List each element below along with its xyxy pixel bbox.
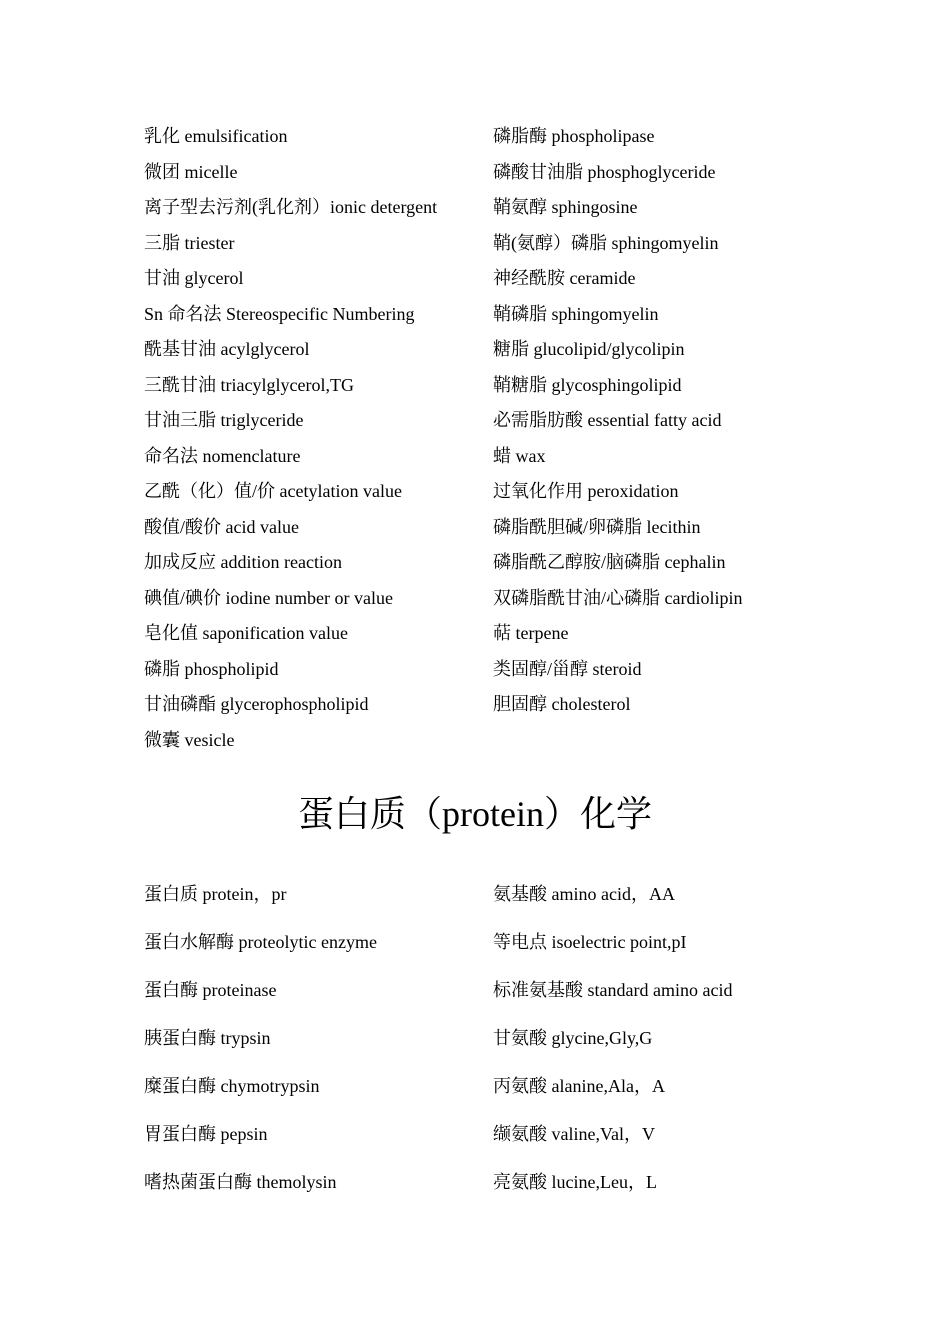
- term-row: 三酰甘油 triacylglycerol,TG: [144, 374, 354, 395]
- term-row: 离子型去污剂(乳化剂）ionic detergent: [144, 197, 438, 217]
- term-row: 甘油三脂 triglyceride: [144, 410, 304, 430]
- section-heading-protein: 蛋白质（protein）化学: [298, 794, 652, 834]
- term-row: 胰蛋白酶 trypsin: [144, 1028, 271, 1048]
- term-row: 类固醇/甾醇 steroid: [493, 658, 642, 679]
- term-row: 丙氨酸 alanine,Ala，A: [493, 1076, 665, 1096]
- term-row: 甘油 glycerol: [144, 268, 244, 288]
- lipid-terms-right-column: [493, 124, 742, 728]
- term-row: 碘值/碘价 iodine number or value: [144, 587, 393, 608]
- lipid-terms-left-column: [144, 124, 437, 763]
- term-row: 标准氨基酸 standard amino acid: [493, 980, 733, 1000]
- term-row: 酰基甘油 acylglycerol: [144, 339, 310, 359]
- term-row: 鞘糖脂 glycosphingolipid: [493, 374, 682, 395]
- term-row: 磷酸甘油脂 phosphoglyceride: [493, 161, 716, 182]
- protein-terms-left-column: [144, 881, 377, 1217]
- term-row: 磷脂酶 phospholipase: [493, 126, 655, 146]
- term-row: 磷脂酰乙醇胺/脑磷脂 cephalin: [493, 552, 726, 572]
- term-row: 嗜热菌蛋白酶 themolysin: [144, 1172, 337, 1192]
- term-row: 过氧化作用 peroxidation: [493, 481, 679, 501]
- term-row: 甘油磷酯 glycerophospholipid: [144, 694, 369, 714]
- term-row: 胃蛋白酶 pepsin: [144, 1124, 268, 1144]
- term-row: 微囊 vesicle: [144, 729, 235, 750]
- term-row: 萜 terpene: [493, 623, 569, 643]
- term-row: 磷脂 phospholipid: [144, 658, 279, 679]
- term-row: 加成反应 addition reaction: [144, 552, 342, 572]
- term-row: 磷脂酰胆碱/卵磷脂 lecithin: [493, 516, 701, 537]
- term-row: 氨基酸 amino acid，AA: [493, 884, 675, 904]
- term-row: 蛋白水解酶 proteolytic enzyme: [144, 932, 377, 952]
- term-row: 乙酰（化）值/价 acetylation value: [144, 481, 402, 501]
- term-row: 糜蛋白酶 chymotrypsin: [144, 1076, 320, 1096]
- term-row: 蜡 wax: [493, 445, 546, 466]
- term-row: 皂化值 saponification value: [144, 623, 348, 643]
- term-row: 双磷脂酰甘油/心磷脂 cardiolipin: [493, 587, 743, 608]
- term-row: 糖脂 glucolipid/glycolipin: [493, 339, 685, 359]
- term-row: 微团 micelle: [144, 161, 238, 182]
- term-row: 酸值/酸价 acid value: [144, 516, 299, 537]
- term-row: 蛋白质 protein，pr: [144, 884, 287, 904]
- term-row: 胆固醇 cholesterol: [493, 694, 631, 714]
- term-row: Sn 命名法 Stereospecific Numbering: [144, 303, 415, 324]
- term-row: 鞘磷脂 sphingomyelin: [493, 303, 659, 324]
- term-row: 鞘氨醇 sphingosine: [493, 197, 638, 217]
- term-row: 三脂 triester: [144, 232, 235, 253]
- term-row: 必需脂肪酸 essential fatty acid: [493, 410, 722, 430]
- term-row: 等电点 isoelectric point,pI: [493, 932, 687, 952]
- term-row: 亮氨酸 lucine,Leu，L: [493, 1172, 657, 1192]
- term-row: 鞘(氨醇）磷脂 sphingomyelin: [493, 232, 719, 253]
- term-row: 神经酰胺 ceramide: [493, 268, 636, 288]
- term-row: 命名法 nomenclature: [144, 445, 301, 466]
- term-row: 甘氨酸 glycine,Gly,G: [493, 1028, 653, 1048]
- term-row: 缬氨酸 valine,Val，V: [493, 1124, 655, 1144]
- term-row: 乳化 emulsification: [144, 126, 288, 146]
- protein-terms-right-column: [493, 881, 732, 1217]
- term-row: 蛋白酶 proteinase: [144, 980, 277, 1000]
